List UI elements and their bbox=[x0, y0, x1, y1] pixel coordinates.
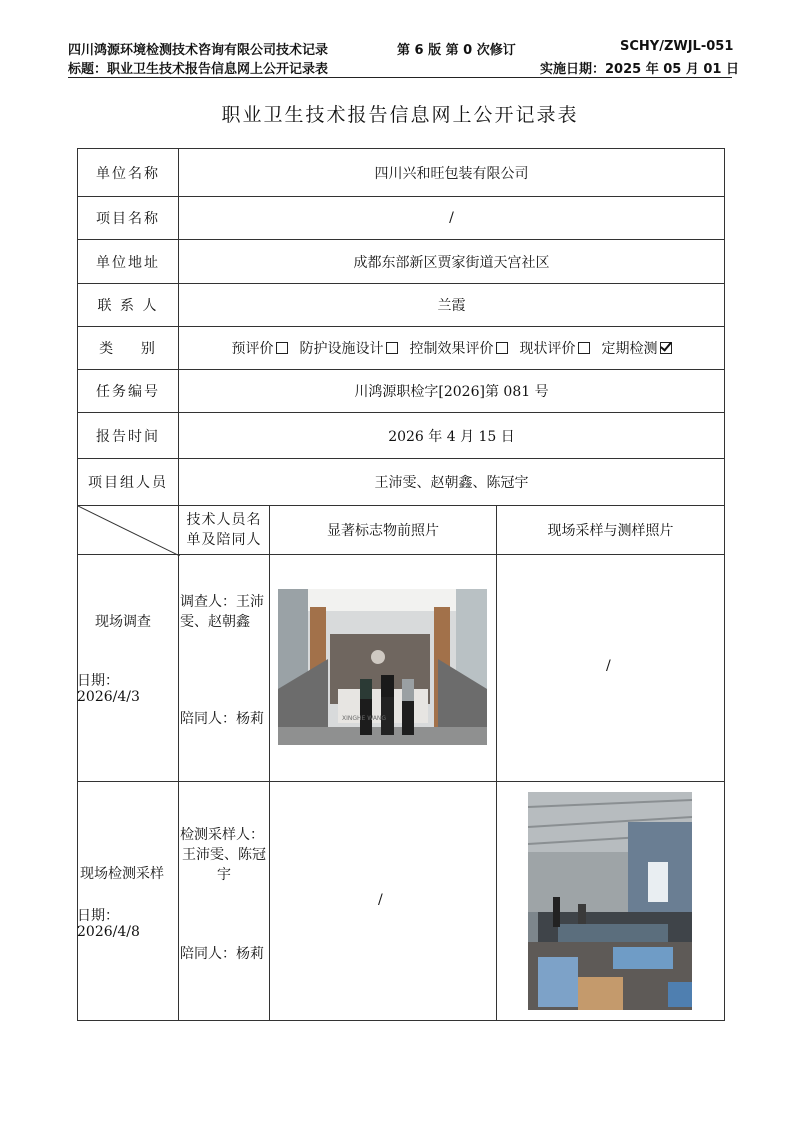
effective-date: 实施日期：2025 年 05 月 01 日 bbox=[540, 62, 739, 77]
category-label: 类 别 bbox=[77, 326, 179, 370]
sampling-photo-column-header: 现场采样与测样照片 bbox=[496, 505, 725, 555]
survey-date-label: 日期： bbox=[77, 673, 119, 689]
report-time-value: 2026 年 4 月 15 日 bbox=[178, 412, 725, 459]
sampling-landmark-photo-cell bbox=[269, 781, 497, 1021]
survey-investigator: 调查人：王沛雯、赵朝鑫 bbox=[180, 594, 264, 630]
category-control-effect: 控制效果评价 bbox=[410, 338, 508, 358]
unit-address-label: 单位地址 bbox=[77, 239, 179, 284]
survey-stage-label: 现场调查 bbox=[95, 614, 151, 630]
unit-address-value: 成都东部新区贾家街道天宫社区 bbox=[178, 239, 725, 284]
staff-column-header: 技术人员名单及陪同人 bbox=[178, 505, 270, 555]
sampling-companion: 陪同人：杨莉 bbox=[180, 946, 264, 962]
diagonal-header-cell bbox=[77, 505, 179, 555]
category-protection-design: 防护设施设计 bbox=[300, 338, 398, 358]
unit-name-label: 单位名称 bbox=[77, 148, 179, 197]
category-options bbox=[178, 326, 725, 370]
checkbox-icon[interactable] bbox=[386, 342, 398, 354]
survey-companion: 陪同人：杨莉 bbox=[180, 711, 264, 727]
document-title: 职业卫生技术报告信息网上公开记录表 bbox=[221, 104, 579, 126]
header-title-line: 标题：职业卫生技术报告信息网上公开记录表 bbox=[68, 62, 329, 77]
project-name-value: / bbox=[178, 196, 725, 240]
diagonal-line bbox=[78, 506, 180, 556]
checked-checkbox-icon[interactable] bbox=[660, 342, 672, 354]
task-number-label: 任务编号 bbox=[77, 369, 179, 413]
checkbox-icon[interactable] bbox=[496, 342, 508, 354]
photo-signage-text: XINGHE WANG bbox=[342, 715, 387, 722]
sampling-stage-cell bbox=[77, 781, 179, 1021]
unit-name-value: 四川兴和旺包装有限公司 bbox=[178, 148, 725, 197]
sampling-staff-cell bbox=[178, 781, 270, 1021]
company-record-title: 四川鸿源环境检测技术咨询有限公司技术记录 bbox=[68, 43, 329, 58]
sampler-names: 王沛雯、陈冠宇 bbox=[182, 847, 266, 883]
sampler-label: 检测采样人： bbox=[180, 827, 264, 843]
sampling-date: 2026/4/8 bbox=[77, 924, 140, 940]
landmark-photo-column-header: 显著标志物前照片 bbox=[269, 505, 497, 555]
category-status-assessment: 现状评价 bbox=[520, 338, 590, 358]
category-periodic-testing: 定期检测 bbox=[602, 338, 672, 358]
contact-label: 联 系 人 bbox=[77, 283, 179, 327]
sampling-stage-label: 现场检测采样 bbox=[80, 866, 164, 882]
task-number-value: 川鸿源职检字[2026]第 081 号 bbox=[178, 369, 725, 413]
category-pre-assessment: 预评价 bbox=[232, 338, 288, 358]
document-code: SCHY/ZWJL-051 bbox=[620, 39, 734, 54]
project-name-label: 项目名称 bbox=[77, 196, 179, 240]
report-time-label: 报告时间 bbox=[77, 412, 179, 459]
project-team-value: 王沛雯、赵朝鑫、陈冠宇 bbox=[178, 458, 725, 506]
survey-sampling-placeholder: / bbox=[606, 658, 611, 674]
workshop-sampling-photo bbox=[528, 792, 692, 1010]
edition-label: 第 6 版 第 0 次修订 bbox=[397, 43, 516, 58]
contact-value: 兰霞 bbox=[178, 283, 725, 327]
checkbox-icon[interactable] bbox=[578, 342, 590, 354]
landmark-group-photo bbox=[278, 589, 487, 745]
project-team-label: 项目组人员 bbox=[77, 458, 179, 506]
survey-stage-cell bbox=[77, 554, 179, 782]
header-divider bbox=[68, 77, 732, 78]
checkbox-icon[interactable] bbox=[276, 342, 288, 354]
sampling-landmark-placeholder: / bbox=[378, 892, 383, 908]
sampling-date-label: 日期： bbox=[77, 908, 119, 924]
survey-date: 2026/4/3 bbox=[77, 689, 140, 705]
survey-staff-cell bbox=[178, 554, 270, 782]
